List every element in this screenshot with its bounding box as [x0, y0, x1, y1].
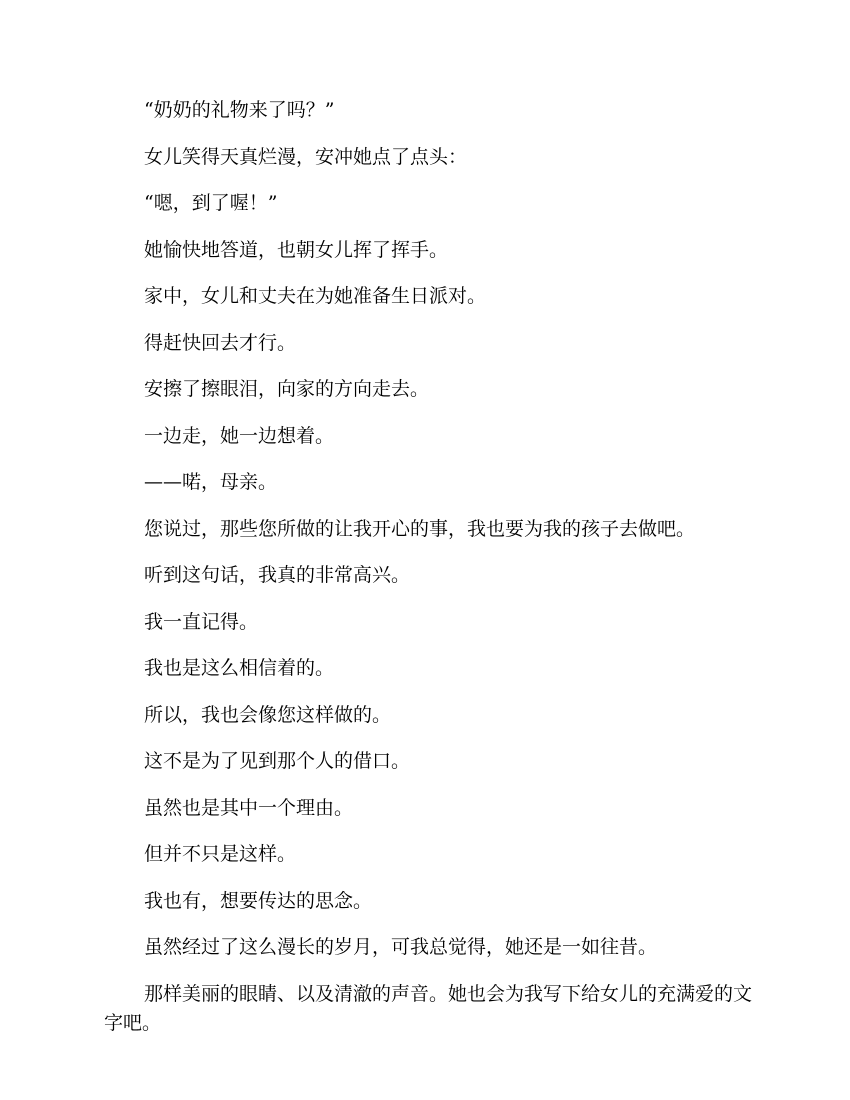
paragraph: 一边走，她一边想着。 [144, 424, 335, 447]
paragraph: 我也是这么相信着的。 [144, 657, 335, 679]
paragraph: 家中，女儿和丈夫在为她准备生日派对。 [144, 285, 487, 307]
paragraph: 那样美丽的眼睛、以及清澈的声音。她也会为我写下给女儿的充满爱的文字吧。 [104, 982, 753, 1034]
paragraph: 虽然也是其中一个理由。 [144, 796, 354, 819]
paragraph: 但并不只是这样。 [144, 843, 297, 865]
paragraph: 您说过，那些您所做的让我开心的事，我也要为我的孩子去做吧。 [144, 517, 696, 540]
paragraph: ——喏，母亲。 [144, 471, 278, 493]
paragraph: “嗯，到了喔！” [144, 192, 278, 214]
paragraph: 她愉快地答道，也朝女儿挥了挥手。 [144, 238, 449, 261]
paragraph: 得赶快回去才行。 [144, 331, 297, 354]
paragraph: “奶奶的礼物来了吗？” [144, 99, 335, 121]
paragraph: 女儿笑得天真烂漫，安冲她点了点头： [144, 145, 468, 168]
paragraph: 这不是为了见到那个人的借口。 [144, 750, 411, 772]
paragraph: 所以，我也会像您这样做的。 [144, 703, 392, 726]
paragraph: 听到这句话，我真的非常高兴。 [144, 564, 411, 586]
document-page [104, 96, 754, 1055]
paragraph: 我一直记得。 [144, 610, 259, 633]
paragraph: 虽然经过了这么漫长的岁月，可我总觉得，她还是一如往昔。 [144, 936, 658, 958]
paragraph: 我也有，想要传达的思念。 [144, 889, 373, 912]
paragraph: 安擦了擦眼泪，向家的方向走去。 [144, 378, 430, 400]
